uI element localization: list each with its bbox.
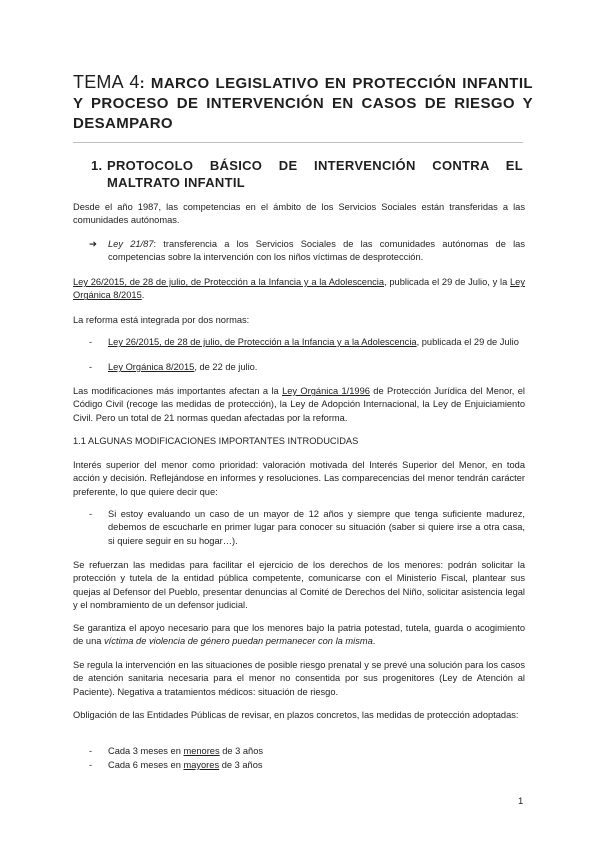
paragraph-competencias: Desde el año 1987, las competencias en el ámbito de los Servicios Sociales están transferidas a las comunidades autónomas. xyxy=(73,202,525,226)
law-link: Ley 26/2015, de 28 de julio, de Protección a la Infancia y a la Adolescencia xyxy=(108,337,417,347)
paragraph-text: . xyxy=(141,290,145,301)
paragraph-text: , publicada el 29 de Julio, y la xyxy=(384,277,510,287)
list-item-text: , publicada el 29 de Julio xyxy=(416,337,519,347)
page-title xyxy=(73,72,533,134)
law-link: Ley Orgánica 8/2015 xyxy=(73,277,525,301)
paragraph-interes-superior: Interés superior del menor como prioridad: valoración motivada del Interés Superior del Menor, en toda acción y decisión. Reflejándose en informes y resoluciones. Las comparecencias del menor tendrán carácter preferente, lo que quiere decir que: xyxy=(73,460,525,497)
list-item xyxy=(108,336,525,349)
italic-text: víctima de violencia de género puedan permanecer con la misma xyxy=(104,636,373,647)
paragraph-leyes xyxy=(73,276,525,303)
section-number: 1. xyxy=(91,158,103,173)
underlined-text: mayores xyxy=(183,760,220,770)
section-heading xyxy=(91,157,523,191)
paragraph-modificaciones xyxy=(73,385,525,425)
arrow-list-item xyxy=(108,238,525,265)
list-item xyxy=(108,759,525,772)
title-divider xyxy=(73,142,523,143)
list-marker: - xyxy=(89,746,93,756)
paragraph-apoyo xyxy=(73,622,525,649)
paragraph-derechos: Se refuerzan las medidas para facilitar el ejercicio de los derechos de los menores: podrán solicitar la protección y tutela de la entidad pública competente, comunicarse con el Ministerio Fiscal, plantear sus quejas al Defensor del Pueblo, presentar denuncias al Comité de Derechos del Niño, solicitar asistencia legal y el nombramiento de un defensor judicial. xyxy=(73,560,525,610)
underlined-text: menores xyxy=(183,746,220,756)
subsection-heading: 1.1 ALGUNAS MODIFICACIONES IMPORTANTES INTRODUCIDAS xyxy=(73,436,359,446)
list-item-text: , de 22 de julio. xyxy=(194,362,258,372)
paragraph-reforma: La reforma está integrada por dos normas: xyxy=(73,315,250,325)
law-link: Ley Orgánica 1/1996 xyxy=(282,386,370,396)
list-marker: - xyxy=(89,362,93,372)
list-item-text: Cada 3 meses en xyxy=(108,746,184,756)
list-marker: - xyxy=(89,509,93,519)
page-number: 1 xyxy=(518,796,524,807)
arrow-bullet-icon: ➔ xyxy=(89,239,97,249)
list-item-text: de 3 años xyxy=(219,760,263,770)
list-item xyxy=(108,745,525,758)
paragraph-obligacion: Obligación de las Entidades Públicas de revisar, en plazos concretos, las medidas de protección adoptadas: xyxy=(73,710,519,720)
section-title: PROTOCOLO BÁSICO DE INTERVENCIÓN CONTRA EL MALTRATO INFANTIL xyxy=(107,158,523,190)
paragraph-text: Las modificaciones más importantes afectan a la xyxy=(73,386,283,396)
list-item xyxy=(108,361,525,374)
paragraph-riesgo-prenatal: Se regula la intervención en las situaciones de posible riesgo prenatal y se prevé una solución para los casos de atención sanitaria necesaria para el menor no consentida por sus progenitores (Ley de Atención al Paciente). Negativa a tratamientos médicos: situación de riesgo. xyxy=(73,660,525,697)
title-tema: TEMA 4 xyxy=(73,72,140,92)
list-item-text: de 3 años xyxy=(219,746,264,756)
list-item-text: Cada 6 meses en xyxy=(108,760,184,770)
law-link: Ley 26/2015, de 28 de julio, de Protección a la Infancia y a la Adolescencia xyxy=(73,277,385,287)
law-reference: Ley 21/87 xyxy=(108,239,154,249)
list-marker: - xyxy=(89,760,93,770)
paragraph-text: . xyxy=(372,636,376,647)
paragraph-text: de Protección Jurídica del Menor, el Código Civil (recoge las medidas de protección), la Ley de Adopción Internacional, la Ley de Enjuiciamiento Civil. Pero un total de 21 normas quedan afectadas por la reforma. xyxy=(73,386,525,423)
list-item: Si estoy evaluando un caso de un mayor de 12 años y siempre que tenga suficiente madurez, debemos de escucharle en primer lugar para conocer su situación (saber si quiere irse a otra casa, si quiere seguir en su hogar…). xyxy=(108,509,525,546)
law-link: Ley Orgánica 8/2015 xyxy=(108,362,195,372)
list-marker: - xyxy=(89,337,93,347)
title-rest: : MARCO LEGISLATIVO EN PROTECCIÓN INFANTIL Y PROCESO DE INTERVENCIÓN EN CASOS DE RIESGO Y DESAMPARO xyxy=(73,75,533,132)
paragraph-text: Se garantiza el apoyo necesario para que los menores bajo la patria potestad, tutela, guarda o acogimiento de una xyxy=(73,623,525,647)
arrow-list-text: : transferencia a los Servicios Sociales de las comunidades autónomas de las competencias sobre la intervención con los niños víctimas de desprotección. xyxy=(108,239,525,263)
